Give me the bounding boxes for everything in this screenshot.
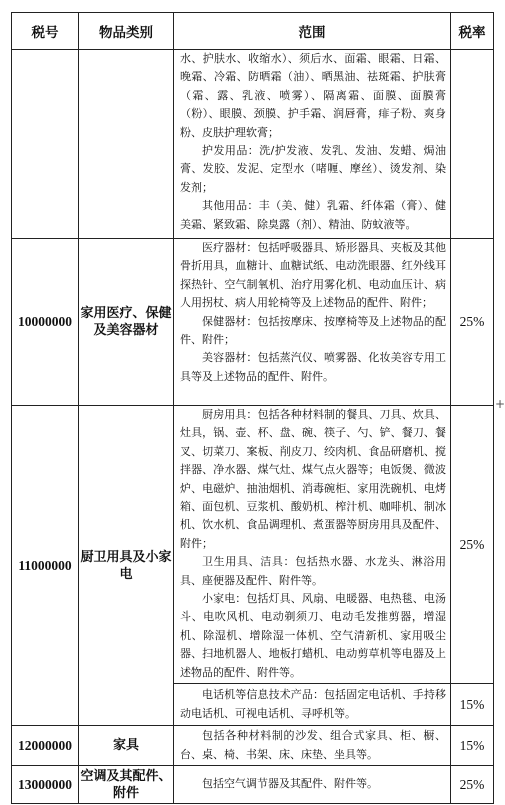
scope-paragraph: 小家电：包括灯具、风扇、电暖器、电热毯、电汤斗、电吹风机、电动剃须刀、电动毛发推剪器，增湿机、除湿机、增除湿一体机、空气清新机、家用吸尘器、扫地机器人、地板打蜡机、电动剪草机等电器及上述物品的配件、附件等。 bbox=[180, 592, 446, 679]
scope-cell bbox=[174, 684, 451, 726]
category-cell bbox=[79, 50, 174, 239]
category-cell: 厨卫用具及小家电 bbox=[79, 406, 174, 726]
scope-cell bbox=[174, 766, 451, 804]
rate-cell: 25% bbox=[451, 239, 494, 406]
tax-code-cell bbox=[12, 50, 79, 239]
scope-cell bbox=[174, 50, 451, 239]
tax-code-cell: 12000000 bbox=[12, 726, 79, 766]
header-code: 税号 bbox=[12, 13, 79, 50]
scope-paragraph: 卫生用具、洁具：包括热水器、水龙头、淋浴用具、座便器及配件、附件等。 bbox=[180, 555, 446, 587]
rate-cell: 25% bbox=[451, 406, 494, 684]
table-row bbox=[12, 50, 494, 239]
scope-cell bbox=[174, 239, 451, 406]
margin-plus-mark: + bbox=[494, 397, 505, 411]
scope-paragraph: 包括空气调节器及其配件、附件等。 bbox=[202, 777, 378, 791]
table-row bbox=[12, 406, 494, 684]
header-scope: 范围 bbox=[174, 13, 451, 50]
scope-cell bbox=[174, 726, 451, 766]
table-row bbox=[12, 726, 494, 766]
scope-paragraph: 医疗器材：包括呼吸器具、矫形器具、夹板及其他骨折用具，血糖计、血糖试纸、电动洗眼器、红外线耳探热针、空气制氧机、治疗用雾化机、电动血压计、病人用拐杖、病人用轮椅等及上述物品的配件、附件； bbox=[180, 241, 446, 310]
header-category: 物品类别 bbox=[79, 13, 174, 50]
table-row bbox=[12, 766, 494, 804]
rate-cell bbox=[451, 50, 494, 239]
category-cell: 空调及其配件、附件 bbox=[79, 766, 174, 804]
rate-cell: 15% bbox=[451, 726, 494, 766]
header-rate: 税率 bbox=[451, 13, 494, 50]
scope-paragraph: 其他用品：丰（美、健）乳霜、纤体霜（膏）、健美霜、紧致霜、除臭露（剂）、精油、防蚊液等。 bbox=[180, 199, 446, 231]
tax-code-cell: 11000000 bbox=[12, 406, 79, 726]
scope-paragraph: 电话机等信息技术产品：包括固定电话机、手持移动电话机、可视电话机、寻呼机等。 bbox=[180, 688, 446, 720]
scope-cell bbox=[174, 406, 451, 684]
scope-paragraph: 护发用品：洗/护发液、发乳、发油、发蜡、焗油膏、发胶、发泥、定型水（啫喱、摩丝）、烫发剂、染发剂； bbox=[180, 144, 446, 194]
rate-cell: 15% bbox=[451, 684, 494, 726]
tax-rate-table bbox=[11, 12, 494, 804]
scope-paragraph: 包括各种材料制的沙发、组合式家具、柜、橱、台、桌、椅、书架、床、床垫、坐具等。 bbox=[180, 729, 446, 761]
category-cell: 家用医疗、保健及美容器材 bbox=[79, 239, 174, 406]
rate-cell: 25% bbox=[451, 766, 494, 804]
scope-paragraph: 水、护肤水、收缩水）、须后水、面霜、眼霜、日霜、晚霜、冷霜、防晒霜（油）、晒黑油、祛斑霜、护肤膏（霜、露、乳液、喷雾）、隔离霜、面膜、面膜膏（粉）、眼膜、颈膜、护手霜、润唇膏，痱子粉、爽身粉、皮肤护理软膏； bbox=[180, 52, 446, 139]
scope-paragraph: 保健器材：包括按摩床、按摩椅等及上述物品的配件、附件； bbox=[180, 314, 446, 347]
scope-paragraph: 美容器材：包括蒸汽仪、喷雾器、化妆美容专用工具等及上述物品的配件、附件。 bbox=[180, 351, 446, 383]
scope-paragraph: 厨房用具：包括各种材料制的餐具、刀具、炊具、灶具，锅、壶、杯、盘、碗、筷子、勺、铲、餐刀、餐叉、切菜刀、案板、削皮刀、绞肉机、食品研磨机、搅拌器、净水器、煤气灶、煤气点火器等；电饭煲、微波炉、电磁炉、抽油烟机、消毒碗柜、家用洗碗机、电烤箱、面包机、豆浆机、酸奶机、榨汁机、咖啡机、制冰机、饮水机、食品调理机、煮蛋器等厨房用具及配件、附件； bbox=[180, 408, 446, 550]
tax-code-cell: 10000000 bbox=[12, 239, 79, 406]
header-row bbox=[12, 13, 494, 50]
tax-code-cell: 13000000 bbox=[12, 766, 79, 804]
category-cell: 家具 bbox=[79, 726, 174, 766]
table-row bbox=[12, 239, 494, 406]
